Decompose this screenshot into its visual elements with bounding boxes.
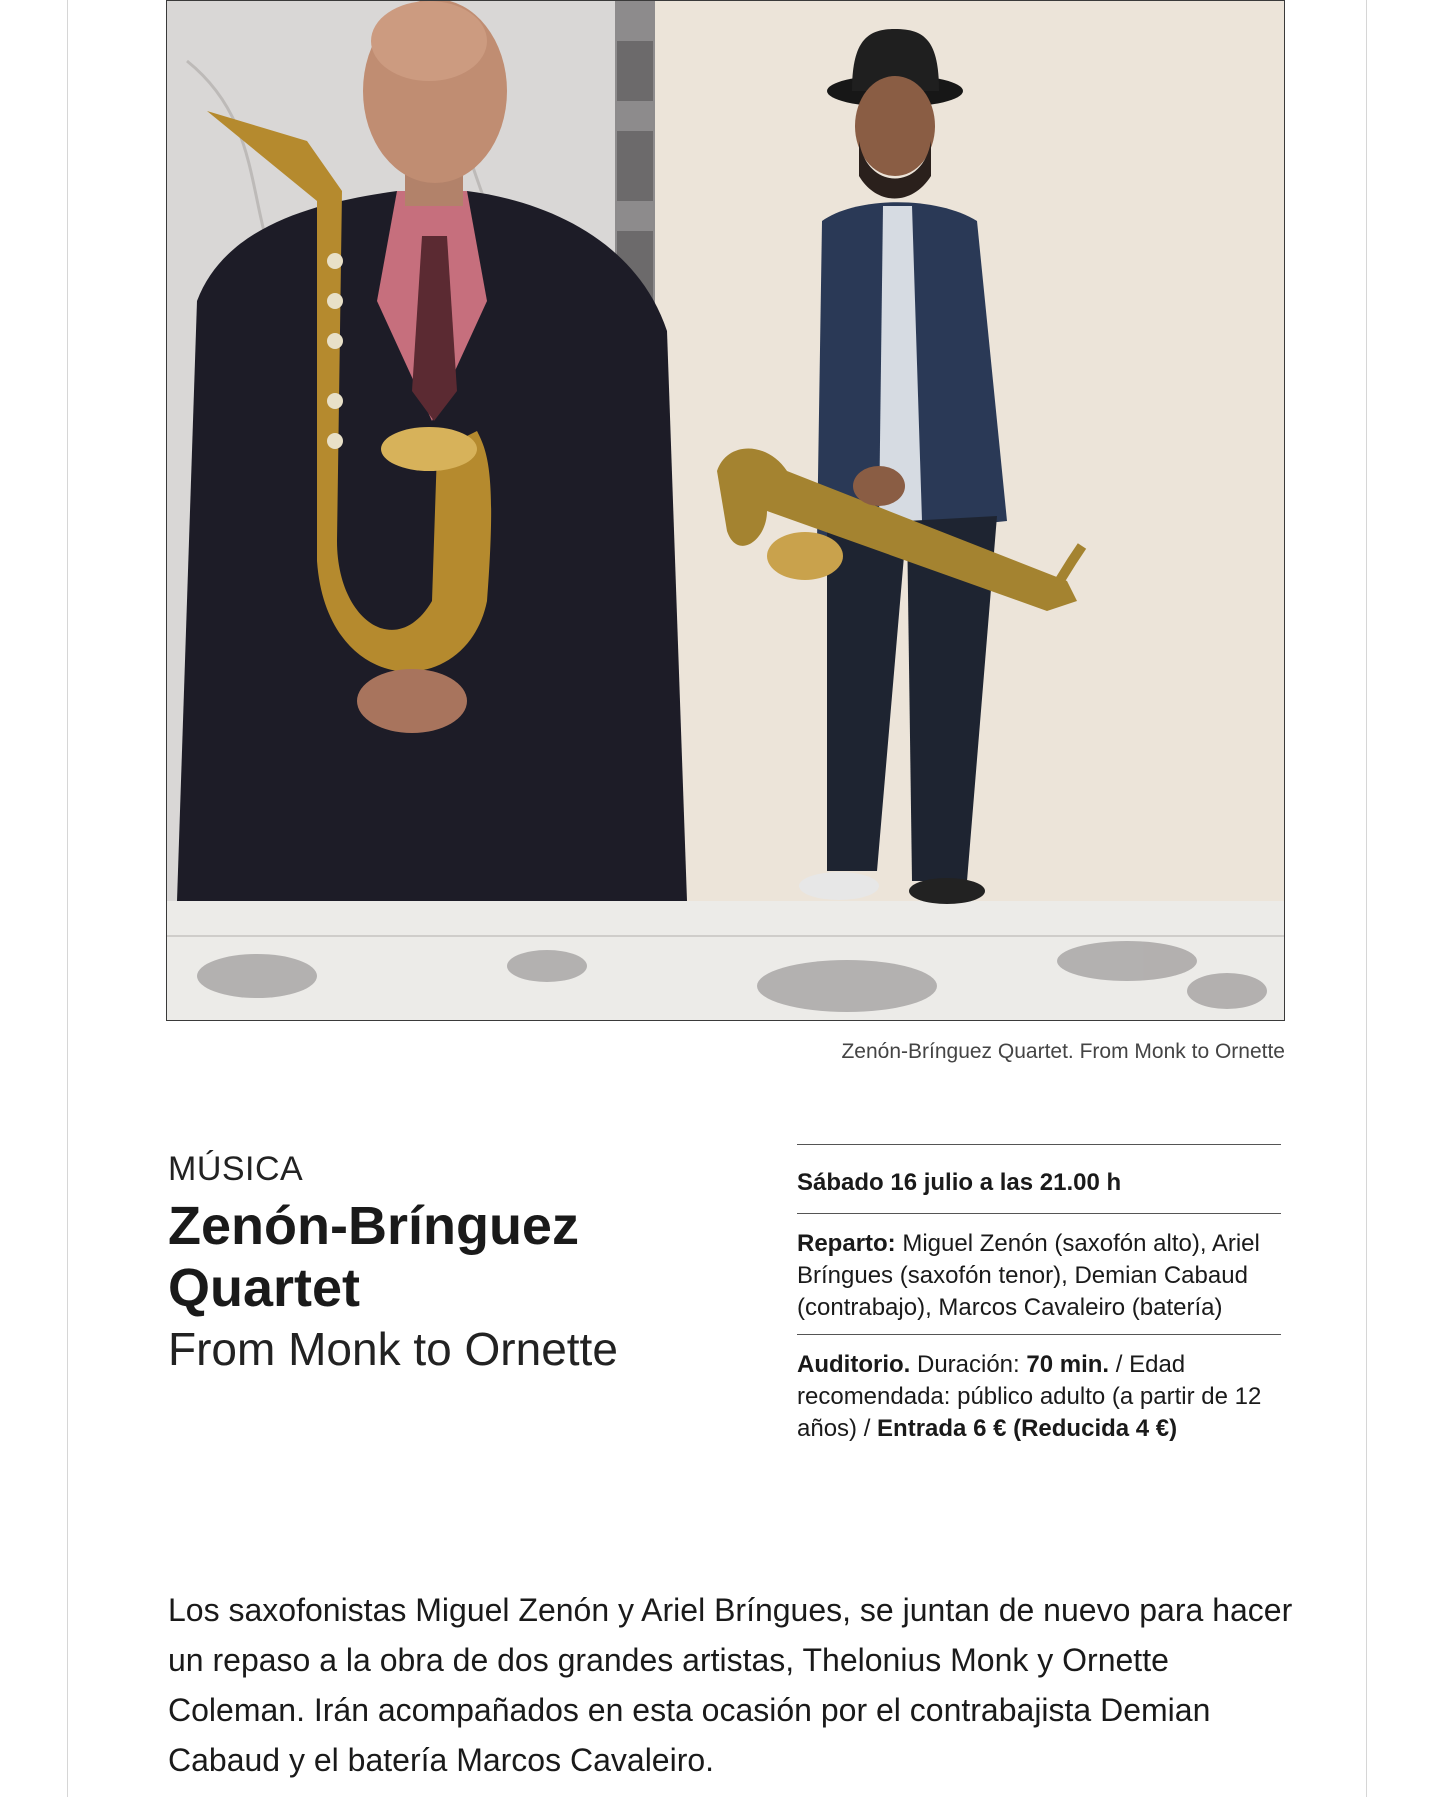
duration-value: 70 min.: [1026, 1351, 1110, 1378]
event-photo: [166, 0, 1285, 1021]
cast-text: Miguel Zenón (saxofón alto), Ariel Bríngues (saxofón tenor), Demian Cabaud (contrabajo), Marcos Cavaleiro (batería): [797, 1230, 1260, 1321]
venue-label: Auditorio.: [797, 1351, 911, 1378]
cast-block: [797, 1213, 1281, 1334]
event-date-block: [797, 1144, 1281, 1213]
event-title: Zenón-Brínguez Quartet: [168, 1196, 579, 1318]
duration-label: Duración:: [916, 1351, 1020, 1378]
event-description: Los saxofonistas Miguel Zenón y Ariel Bríngues, se juntan de nuevo para hacer un repaso a la obra de dos grandes artistas, Thelonius Monk y Ornette Coleman. Irán acompañados en esta ocasión por el contrabajista Demian Cabaud y el batería Marcos Cavaleiro.: [168, 1592, 1293, 1778]
venue-block: [797, 1334, 1281, 1455]
event-date: Sábado 16 julio a las 21.00 h: [797, 1169, 1122, 1196]
age-recommendation: / Edad recomendada: público adulto (a partir de 12 años) /: [797, 1351, 1262, 1442]
ticket-price: Entrada 6 € (Reducida 4 €): [877, 1415, 1178, 1442]
event-subtitle: From Monk to Ornette: [168, 1323, 618, 1375]
event-info: [797, 1144, 1281, 1455]
cast-label: Reparto:: [797, 1230, 896, 1257]
photo-caption: Zenón-Brínguez Quartet. From Monk to Ornette: [841, 1040, 1285, 1063]
event-category: MÚSICA: [168, 1150, 304, 1188]
